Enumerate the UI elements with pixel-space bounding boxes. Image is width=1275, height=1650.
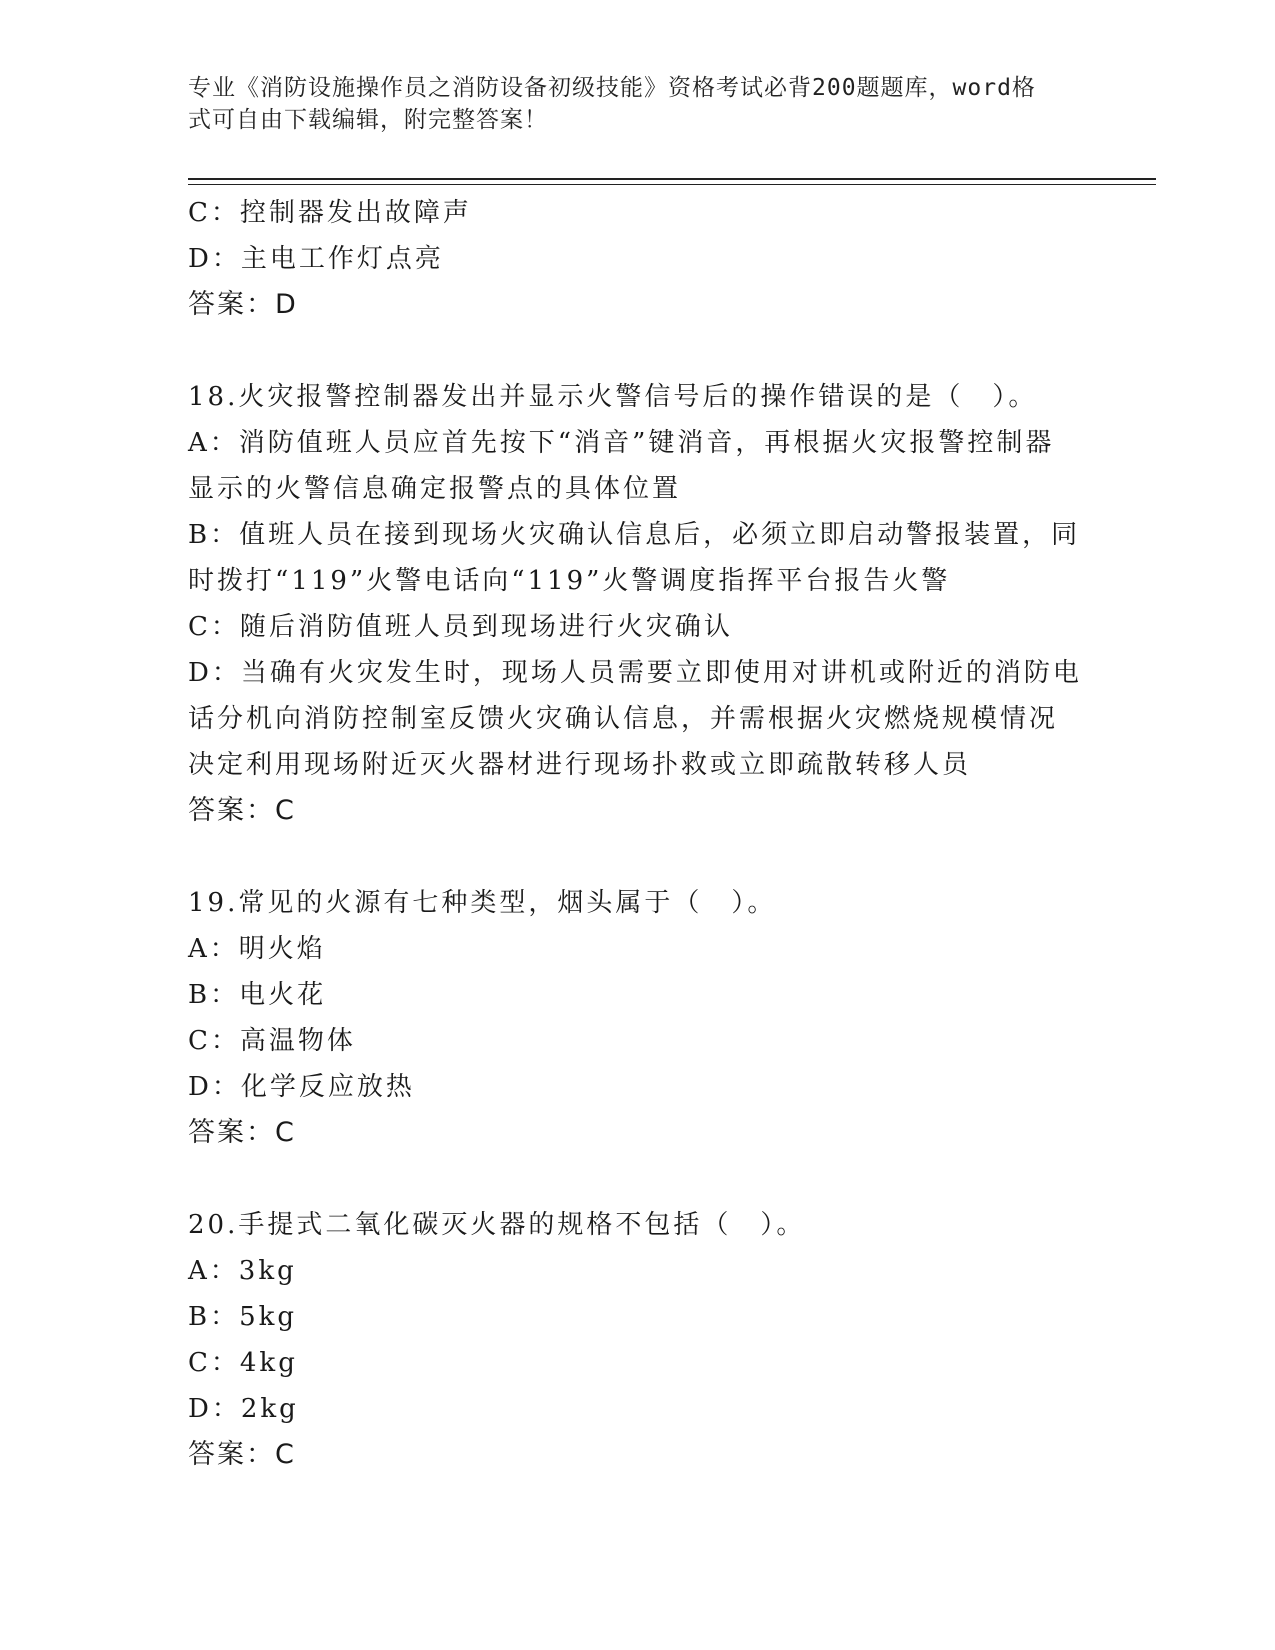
option-c: C：高温物体: [188, 1026, 356, 1056]
question-stem: 18.火灾报警控制器发出并显示火警信号后的操作错误的是（ ）。: [188, 382, 1038, 412]
option-c: C：随后消防值班人员到现场进行火灾确认: [188, 612, 733, 642]
option-a: A：明火焰: [188, 934, 326, 964]
header-rule-thin: [188, 184, 1156, 185]
answer: 答案：C: [188, 795, 296, 826]
answer: 答案：C: [188, 1439, 296, 1470]
option-c: C：4kg: [188, 1348, 298, 1378]
option-d-cont: 决定利用现场附近灭火器材进行现场扑救或立即疏散转移人员: [188, 750, 972, 780]
question-stem: 20.手提式二氧化碳灭火器的规格不包括（ ）。: [188, 1210, 806, 1240]
question-17-tail: [188, 190, 1088, 328]
header-line-1: 专业《消防设施操作员之消防设备初级技能》资格考试必背200题题库，word格: [188, 75, 1036, 101]
option-a: A：消防值班人员应首先按下“消音”键消音，再根据火灾报警控制器: [188, 428, 1055, 458]
question-19: [188, 880, 1088, 1156]
header-rule-thick: [188, 178, 1156, 180]
option-b-cont: 时拨打“119”火警电话向“119”火警调度指挥平台报告火警: [188, 566, 951, 596]
option-d: D：主电工作灯点亮: [188, 244, 444, 274]
option-d: D：化学反应放热: [188, 1072, 415, 1102]
option-d: D：当确有火灾发生时，现场人员需要立即使用对讲机或附近的消防电: [188, 658, 1082, 688]
question-18: [188, 374, 1088, 834]
option-d-cont: 话分机向消防控制室反馈火灾确认信息，并需根据火灾燃烧规模情况: [188, 704, 1059, 734]
option-b: B：电火花: [188, 980, 327, 1010]
option-d: D：2kg: [188, 1394, 299, 1424]
page-header: [188, 72, 1068, 136]
option-a: A：3kg: [188, 1256, 297, 1286]
document-body: [188, 190, 1088, 1478]
header-line-2: 式可自由下载编辑，附完整答案！: [188, 107, 548, 133]
question-stem: 19.常见的火源有七种类型，烟头属于（ ）。: [188, 888, 777, 918]
option-c: C：控制器发出故障声: [188, 198, 472, 228]
option-b: B：值班人员在接到现场火灾确认信息后，必须立即启动警报装置，同: [188, 520, 1081, 550]
question-20: [188, 1202, 1088, 1478]
answer: 答案：C: [188, 1117, 296, 1148]
answer: 答案：D: [188, 289, 298, 320]
option-a-cont: 显示的火警信息确定报警点的具体位置: [188, 474, 682, 504]
option-b: B：5kg: [188, 1302, 298, 1332]
